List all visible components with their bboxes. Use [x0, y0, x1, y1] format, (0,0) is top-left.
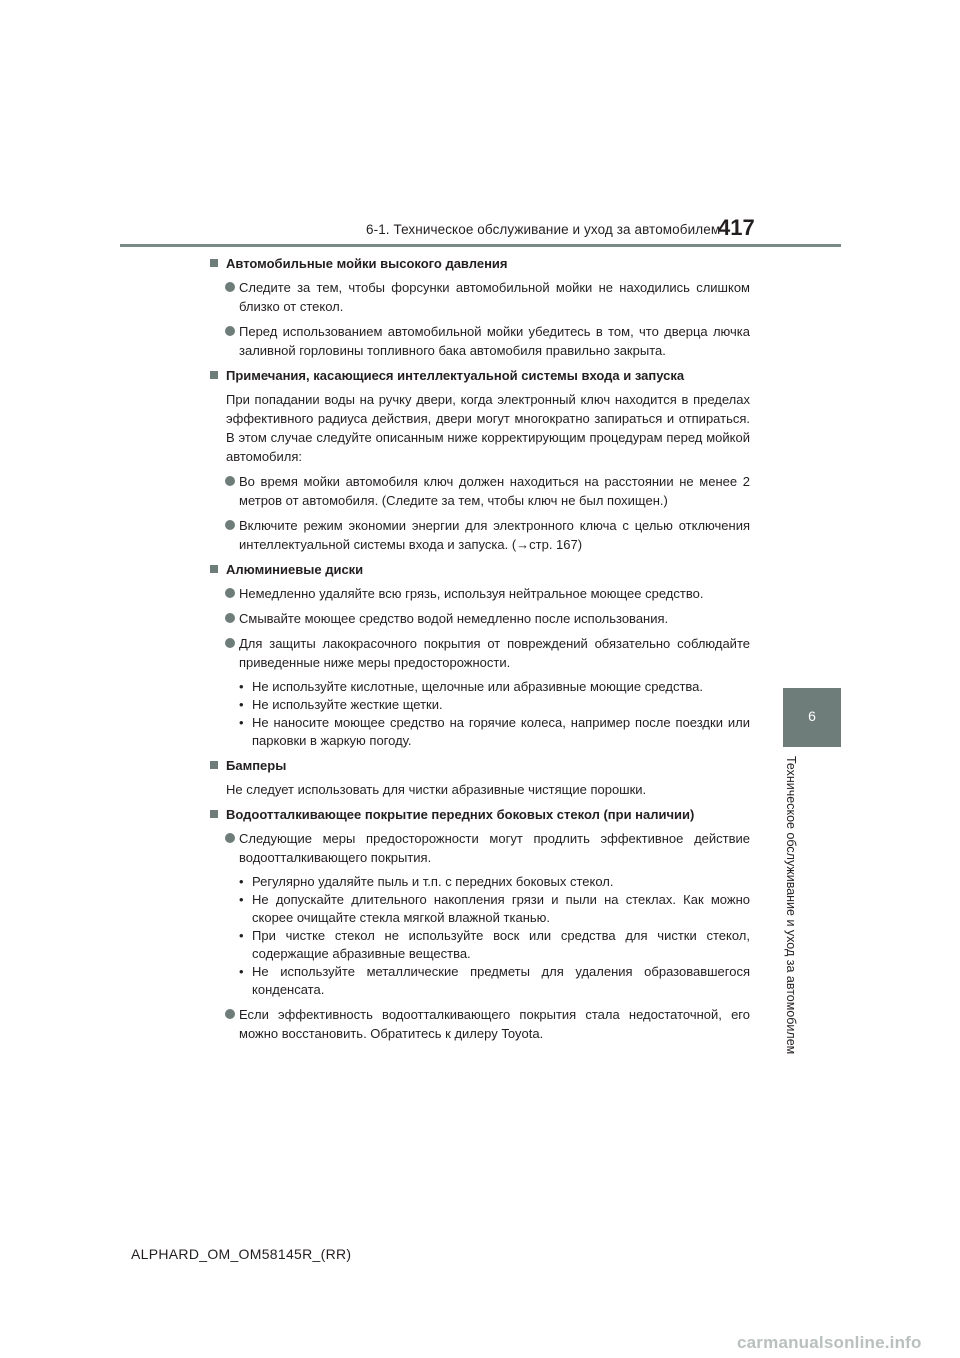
section-title: Водоотталкивающее покрытие передних боковых стекол (при наличии) — [210, 805, 750, 824]
bullet-circle-icon — [225, 1009, 235, 1019]
bullet-item — [210, 634, 750, 672]
sub-bullet-mark: • — [239, 715, 244, 730]
paragraph: Не следует использовать для чистки абразивные чистящие порошки. — [226, 782, 647, 797]
watermark: carmanualsonline.info — [737, 1333, 922, 1352]
sub-item-text: Не используйте кислотные, щелочные или абразивные моющие средства. — [252, 679, 704, 694]
sub-item-text: При чистке стекол не используйте воск или средства для чистки стекол, содержащие абразивные вещества. — [252, 928, 750, 961]
bullet-text: Включите режим экономии энергии для электронного ключа с целью отключения интеллектуальной системы входа и запуска. (→стр. 167) — [239, 518, 750, 552]
bullet-item — [210, 829, 750, 867]
section-title: Алюминиевые диски — [210, 560, 750, 579]
bullet-item — [210, 516, 750, 554]
sub-item-text: Не используйте жесткие щетки. — [252, 697, 443, 712]
sub-bullet-mark: • — [239, 964, 244, 979]
sub-item — [210, 891, 750, 927]
bullet-text: Если эффективность водоотталкивающего покрытия стала недостаточной, его можно восстановить. Обратитесь к дилеру Toyota. — [239, 1007, 750, 1041]
sub-item — [210, 873, 750, 891]
bullet-text: Следите за тем, чтобы форсунки автомобильной мойки не находились слишком близко от стекол. — [239, 280, 750, 314]
bullet-circle-icon — [225, 282, 235, 292]
bullet-circle-icon — [225, 588, 235, 598]
sub-item — [210, 696, 750, 714]
sub-item — [210, 714, 750, 750]
bullet-circle-icon — [225, 326, 235, 336]
bullet-item — [210, 472, 750, 510]
sub-item-text: Не наносите моющее средство на горячие колеса, например после поездки или парковки в жаркую погоду. — [252, 715, 750, 748]
page-content — [210, 254, 750, 1049]
sub-item-text: Регулярно удаляйте пыль и т.п. с передних боковых стекол. — [252, 874, 614, 889]
sub-list — [210, 873, 750, 999]
header-rule — [120, 244, 841, 247]
sub-item-text: Не допускайте длительного накопления грязи и пыли на стеклах. Как можно скорее очищайте стекла мягкой влажной тканью. — [252, 892, 750, 925]
sub-bullet-mark: • — [239, 874, 244, 889]
sub-bullet-mark: • — [239, 928, 244, 943]
bullet-item — [210, 584, 750, 603]
bullet-item — [210, 609, 750, 628]
bullet-circle-icon — [225, 833, 235, 843]
chapter-tab — [783, 688, 841, 747]
section-title: Бамперы — [210, 756, 750, 775]
bullet-text: Следующие меры предосторожности могут продлить эффективное действие водоотталкивающего покрытия. — [239, 831, 750, 865]
bullet-circle-icon — [225, 520, 235, 530]
paragraph: При попадании воды на ручку двери, когда электронный ключ находится в пределах эффективного радиуса действия, двери могут многократно запираться и отпираться. В этом случае следуйте описанным ниже корректирующим процедурам перед мойкой автомобиля: — [226, 392, 750, 464]
chapter-side-label — [784, 756, 804, 1066]
bullet-text: Перед использованием автомобильной мойки убедитесь в том, что дверца лючка заливной горловины топливного бака автомобиля правильно закрыта. — [239, 324, 750, 358]
section-title: Автомобильные мойки высокого давления — [210, 254, 750, 273]
bullet-text: Во время мойки автомобиля ключ должен находиться на расстоянии не менее 2 метров от автомобиля. (Следите за тем, чтобы ключ не был похищен.) — [239, 474, 750, 508]
chapter-title: 6-1. Техническое обслуживание и уход за автомобилем — [366, 222, 721, 237]
sub-item — [210, 678, 750, 696]
sub-item — [210, 963, 750, 999]
page-number: 417 — [718, 215, 755, 240]
chapter-tab-number: 6 — [808, 708, 816, 724]
bullet-text: Смывайте моющее средство водой немедленно после использования. — [239, 611, 669, 626]
sub-bullet-mark: • — [239, 892, 244, 907]
sub-bullet-mark: • — [239, 697, 244, 712]
bullet-text: Немедленно удаляйте всю грязь, используя нейтральное моющее средство. — [239, 586, 704, 601]
sub-item — [210, 927, 750, 963]
bullet-item — [210, 1005, 750, 1043]
sub-bullet-mark: • — [239, 679, 244, 694]
sub-item-text: Не используйте металлические предметы для удаления образовавшегося конденсата. — [252, 964, 750, 997]
bullet-circle-icon — [225, 613, 235, 623]
section-title: Примечания, касающиеся интеллектуальной системы входа и запуска — [210, 366, 750, 385]
chapter-side-label-text: Техническое обслуживание и уход за автомобилем — [784, 756, 798, 1055]
bullet-text: Для защиты лакокрасочного покрытия от повреждений обязательно соблюдайте приведенные ниже меры предосторожности. — [239, 636, 750, 670]
bullet-item — [210, 322, 750, 360]
bullet-circle-icon — [225, 476, 235, 486]
bullet-item — [210, 278, 750, 316]
page-header — [0, 0, 960, 250]
sub-list — [210, 678, 750, 750]
bullet-circle-icon — [225, 638, 235, 648]
document-code: ALPHARD_OM_OM58145R_(RR) — [131, 1246, 352, 1262]
